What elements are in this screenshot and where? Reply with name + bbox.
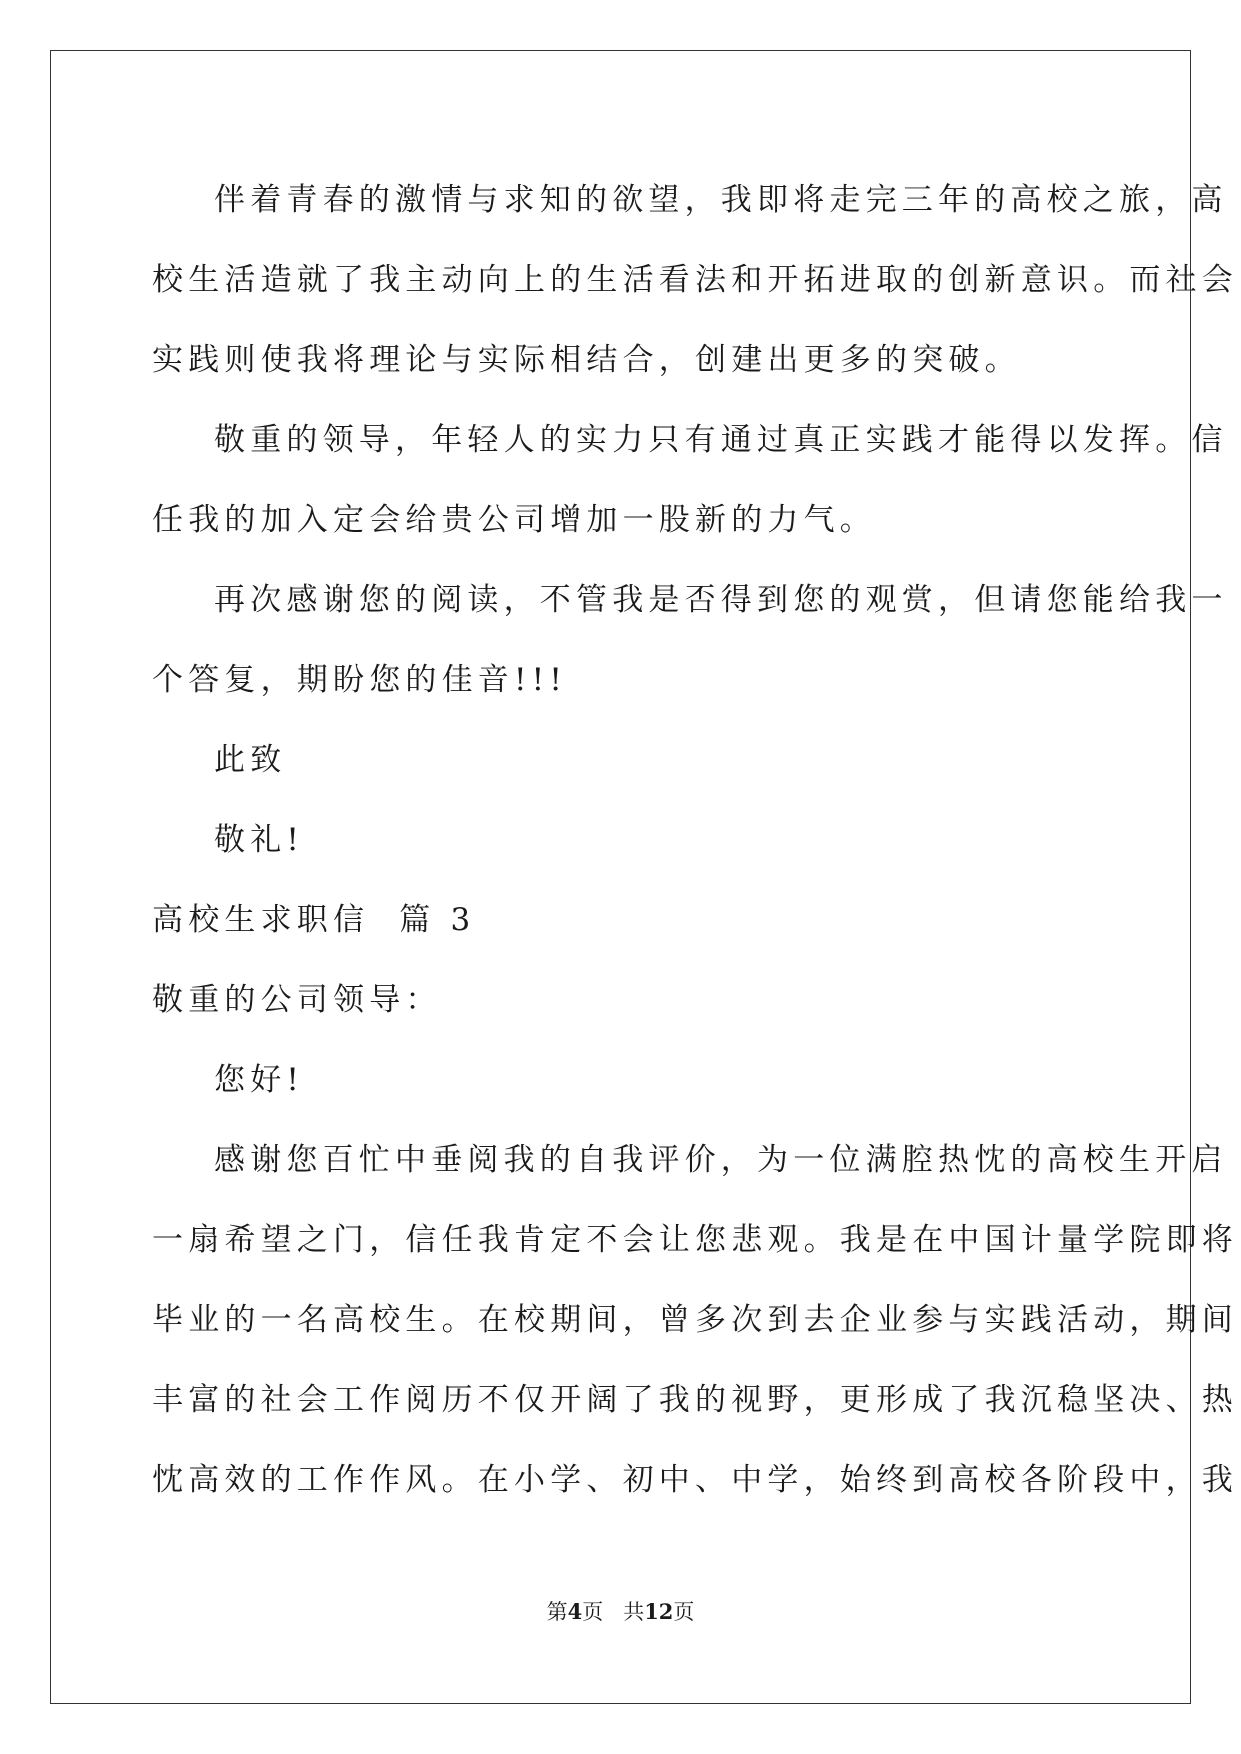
footer-page-word: 页 bbox=[582, 1600, 604, 1624]
closing-line-1: 此致 bbox=[214, 742, 287, 778]
closing-line-2: 敬礼! bbox=[214, 822, 305, 858]
paragraph-4-line-4: 丰富的社会工作阅历不仅开阔了我的视野，更形成了我沉稳坚决、热 bbox=[152, 1382, 1238, 1418]
paragraph-1-line-1: 伴着青春的激情与求知的欲望，我即将走完三年的高校之旅，高 bbox=[214, 182, 1228, 218]
paragraph-4-line-5: 忱高效的工作作风。在小学、初中、中学，始终到高校各阶段中，我 bbox=[152, 1462, 1238, 1498]
footer-total-suffix: 页 bbox=[673, 1600, 695, 1624]
total-page-number: 12 bbox=[644, 1599, 674, 1624]
paragraph-1-line-3: 实践则使我将理论与实际相结合，创建出更多的突破。 bbox=[152, 342, 1021, 378]
footer-prefix: 第 bbox=[546, 1600, 568, 1624]
paragraph-2-line-1: 敬重的领导，年轻人的实力只有通过真正实践才能得以发挥。信 bbox=[214, 422, 1228, 458]
document-body bbox=[152, 160, 1238, 1520]
paragraph-1-line-2: 校生活造就了我主动向上的生活看法和开拓进取的创新意识。而社会 bbox=[152, 262, 1238, 298]
paragraph-3-line-2: 个答复，期盼您的佳音!!! bbox=[152, 662, 567, 698]
footer-total-prefix: 共 bbox=[623, 1600, 645, 1624]
salutation: 敬重的公司领导： bbox=[152, 982, 442, 1018]
page-footer bbox=[0, 1596, 1241, 1626]
paragraph-3-line-1: 再次感谢您的阅读，不管我是否得到您的观赏，但请您能给我一 bbox=[214, 582, 1228, 618]
paragraph-4-line-3: 毕业的一名高校生。在校期间，曾多次到去企业参与实践活动，期间 bbox=[152, 1302, 1238, 1338]
paragraph-4-line-2: 一扇希望之门，信任我肯定不会让您悲观。我是在中国计量学院即将 bbox=[152, 1222, 1238, 1258]
greeting: 您好! bbox=[214, 1062, 305, 1098]
current-page-number: 4 bbox=[567, 1599, 583, 1624]
paragraph-4-line-1: 感谢您百忙中垂阅我的自我评价，为一位满腔热忱的高校生开启 bbox=[214, 1142, 1228, 1178]
paragraph-2-line-2: 任我的加入定会给贵公司增加一股新的力气。 bbox=[152, 502, 876, 538]
section-title: 高校生求职信 篇 3 bbox=[152, 902, 476, 938]
